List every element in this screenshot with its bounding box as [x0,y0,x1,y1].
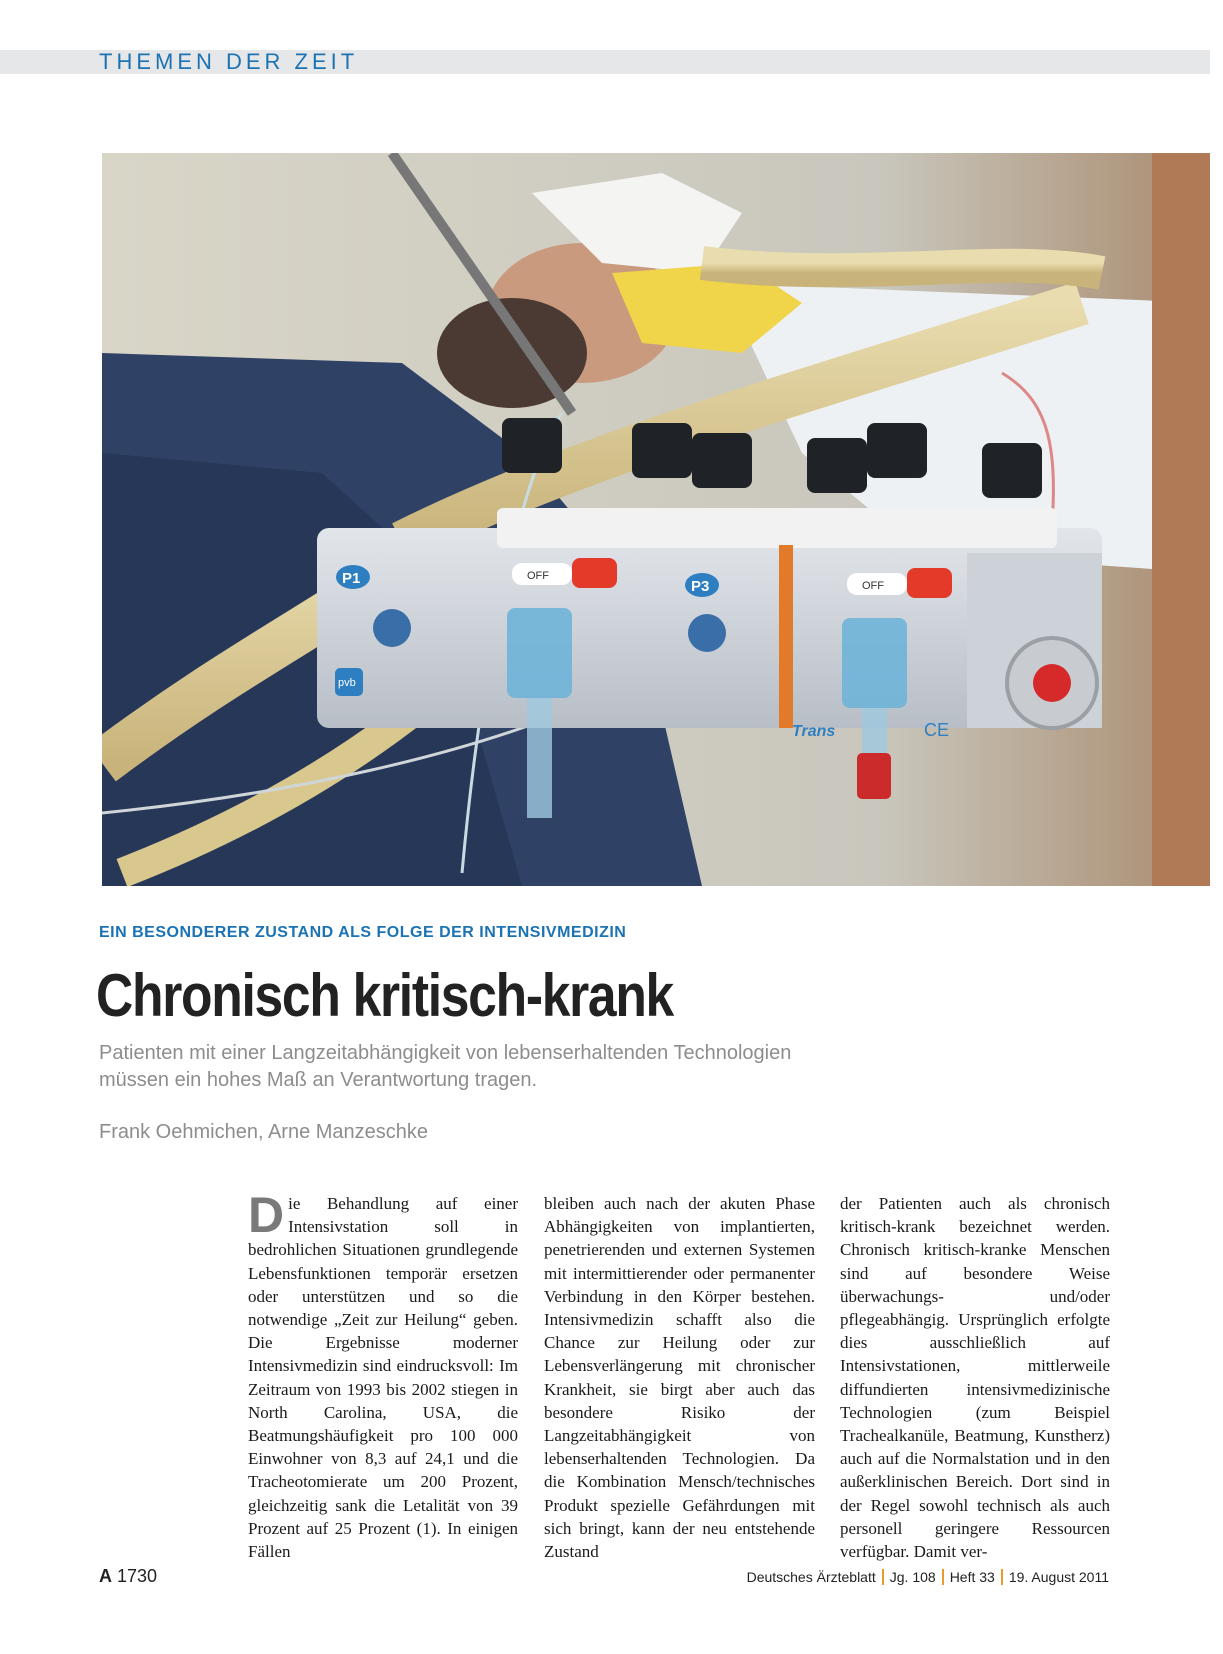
page-number-value: 1730 [117,1566,158,1586]
footer-citation [747,1569,1109,1585]
article-authors: Frank Oehmichen, Arne Manzeschke [99,1121,429,1143]
journal-issue: Heft 33 [949,1569,995,1585]
subtitle-line-2: müssen ein hohes Maß an Verantwortung tragen. [99,1069,538,1091]
p1-label: P1 [342,570,361,587]
article-photo [102,153,1210,886]
drop-cap: D [248,1187,285,1243]
journal-date: 19. August 2011 [1008,1569,1109,1585]
ce-label: CE [924,720,950,740]
text-column-2: bleiben auch nach der akuten Phase Abhängigkeiten von implantierten, penetrierenden und externen Systemen mit intermittierender oder permanenter Verbindung in den Körper bestehen. Intensivmedizin schafft also die Chance zur Heilung oder zur Lebensverlängerung mit chronischer Krankheit, sie birgt aber auch das besondere Risiko der Langzeitabhängigkeit von lebenserhaltenden Technologien. Da die Kombination Mensch/technisches Produkt spezielle Gefährdungen mit sich bringt, kann der neu entstehende Zustand [544,1194,815,1562]
footer-separator [882,1569,884,1585]
journal-volume: Jg. 108 [889,1569,936,1585]
trans-label: Trans [792,723,836,740]
off-label-1: OFF [527,570,549,582]
footer-separator [942,1569,944,1585]
article-subtitle [99,1040,999,1094]
p3-label: P3 [691,578,710,595]
text-column-3: der Patienten auch als chronisch kritisch-krank bezeichnet werden. Chronisch kritisch-kranke Menschen sind auf besondere Weise überwachungs- und/oder pflegeabhängig. Ursprünglich erfolgte dies ausschließlich auf Intensivstationen, mittlerweile diffundierten intensivmedizinische Technologien (zum Beispiel Trachealkanüle, Beatmung, Kunstherz) auch auf die Normalstation und in den außerklinischen Bereich. Dort sind in der Regel sowohl technisch als auch personell geringere Ressourcen verfügbar. Damit ver- [840,1194,1110,1562]
off-label-2: OFF [862,580,884,592]
page-prefix: A [99,1566,112,1586]
brand-label: pvb [338,677,356,689]
section-label: THEMEN DER ZEIT [99,49,359,74]
text-column-1 [248,1187,518,1563]
icu-transducer-photo [102,153,1210,886]
page-number [99,1566,157,1587]
subtitle-line-1: Patienten mit einer Langzeitabhängigkeit von lebenserhaltenden Technologien [99,1042,792,1064]
column-1-text: ie Behandlung auf einer Intensivstation soll in bedrohlichen Situationen grundlegende Lebensfunktionen temporär ersetzen oder unterstützen und so die notwendige „Zeit zur Heilung“ geben. Die Ergebnisse moderner Intensivmedizin sind eindrucksvoll: Im Zeitraum von 1993 bis 2002 stiegen in North Carolina, USA, die Beatmungshäufigkeit pro 100 000 Einwohner von 8,3 auf 24,1 und die Tracheotomierate um 200 Prozent, gleichzeitig sank die Letalität von 39 Prozent auf 25 Prozent (1). In einigen Fällen [248,1194,518,1562]
article-title: Chronisch kritisch-krank [96,962,673,1029]
article-kicker: EIN BESONDERER ZUSTAND ALS FOLGE DER INTENSIVMEDIZIN [99,924,627,941]
footer-separator [1001,1569,1003,1585]
journal-name: Deutsches Ärzteblatt [746,1569,876,1585]
